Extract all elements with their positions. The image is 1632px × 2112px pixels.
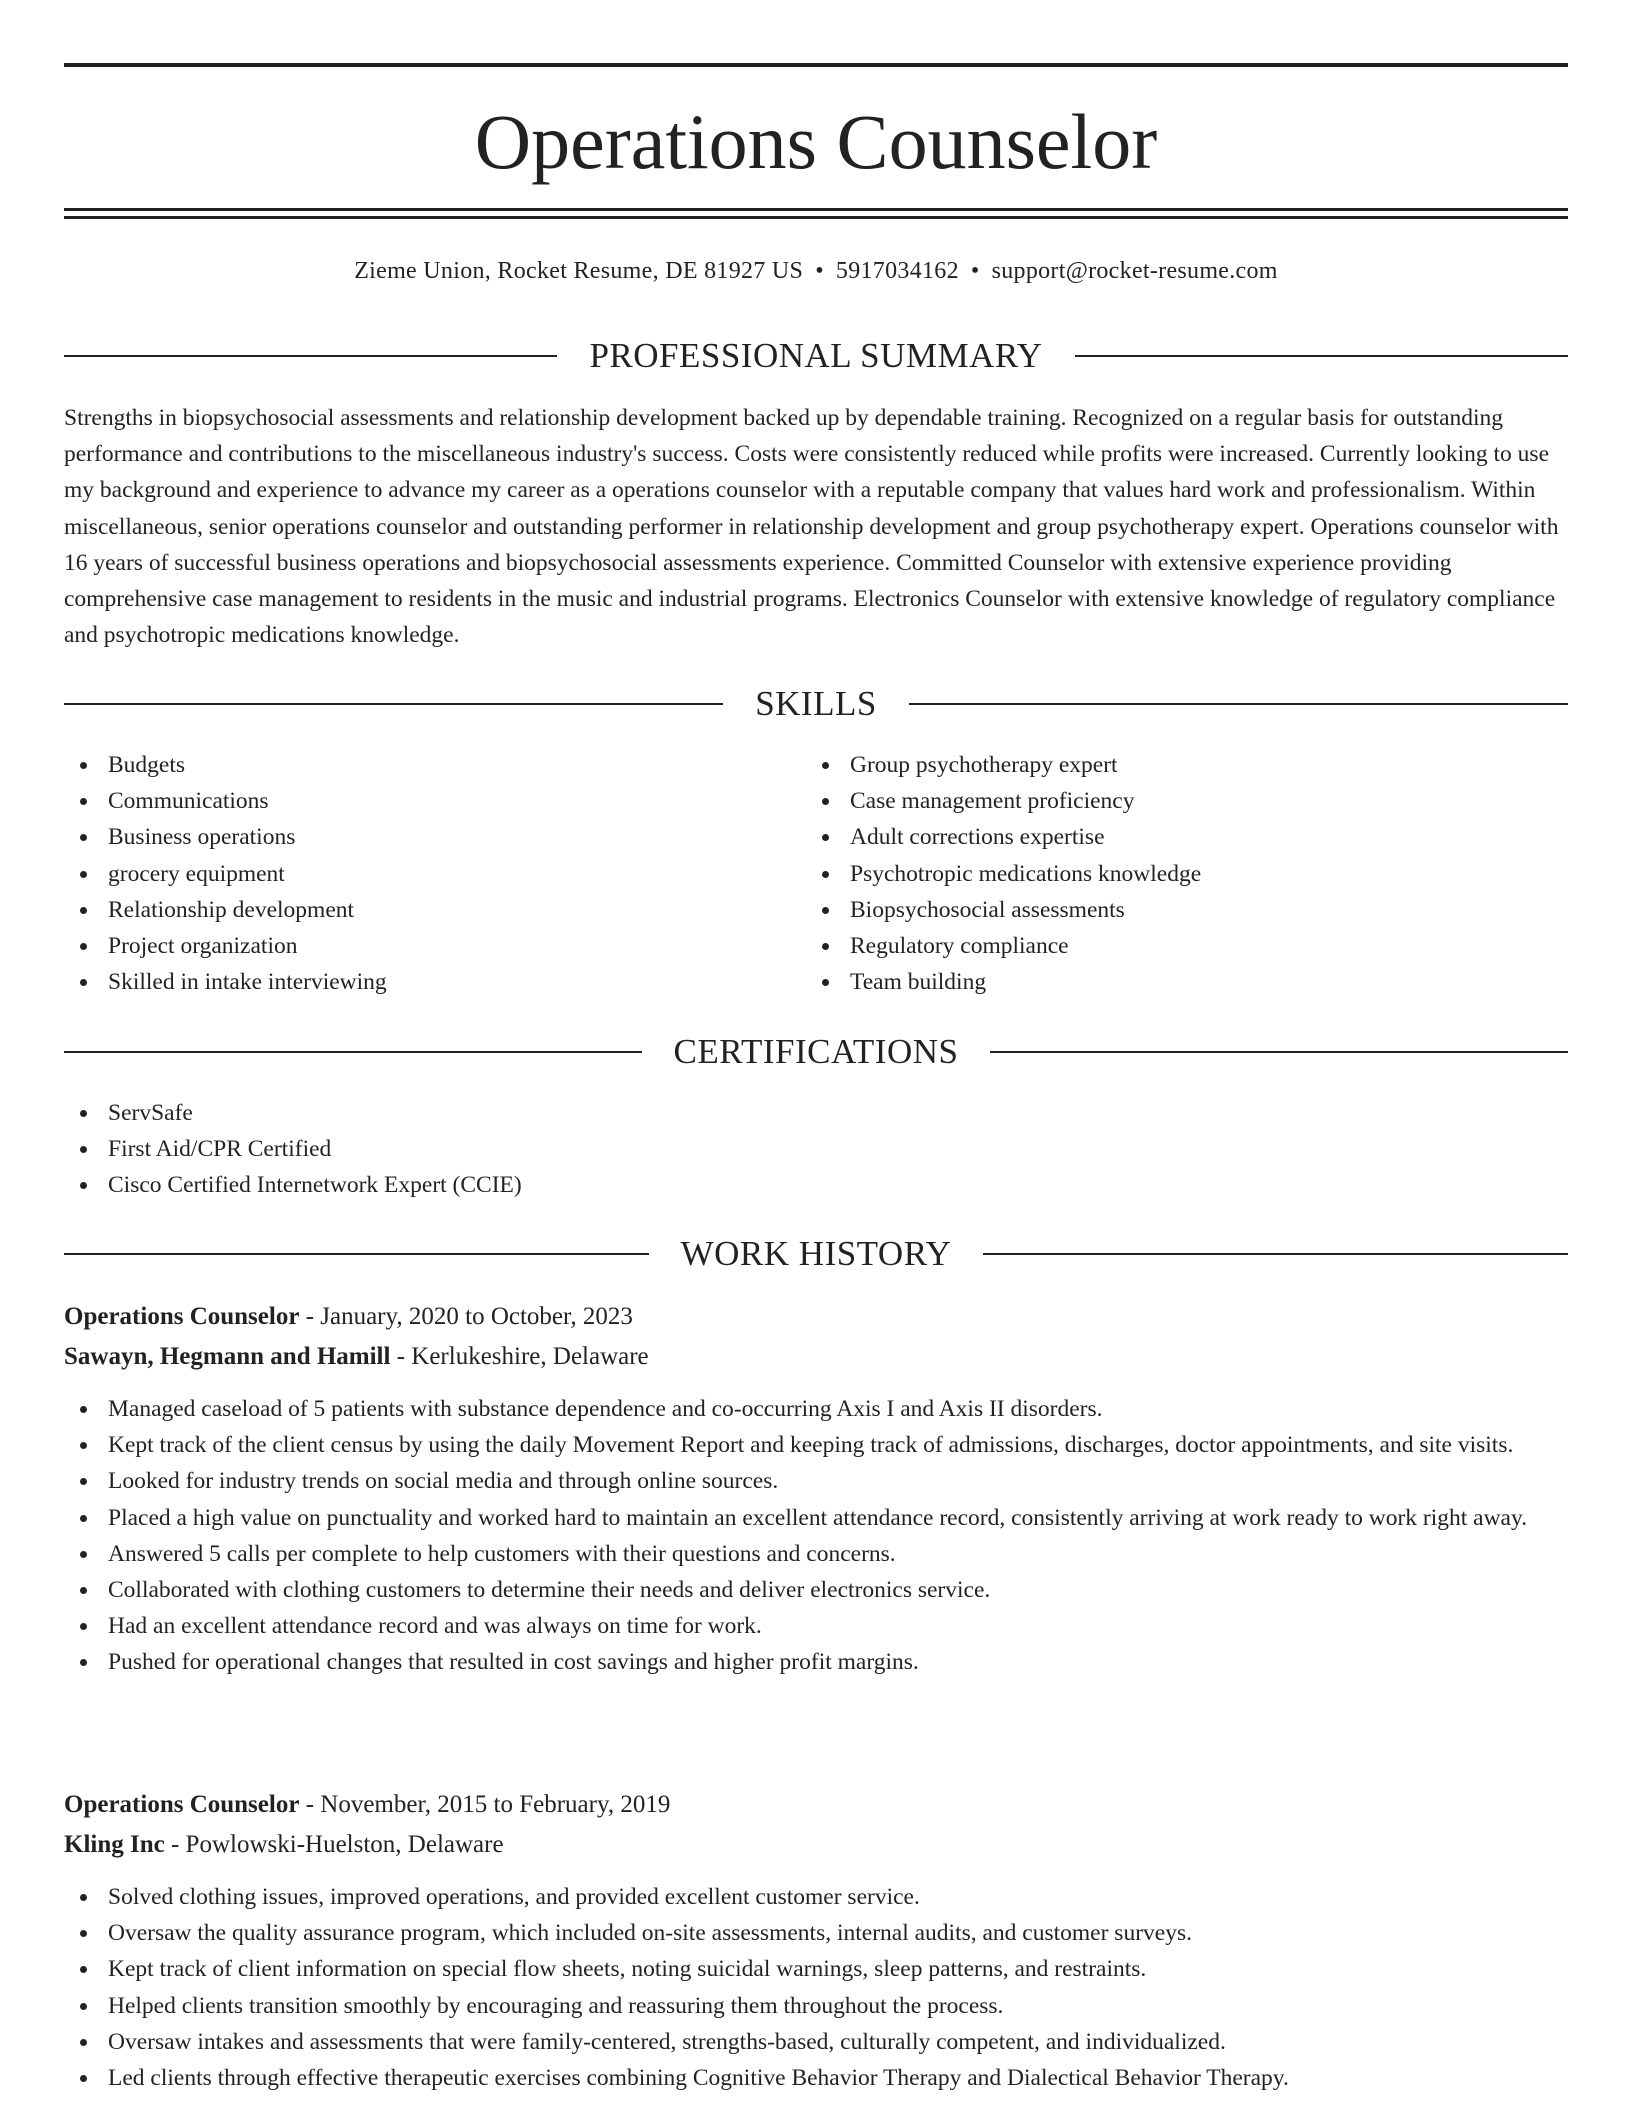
job-company: Kling Inc [64,1831,165,1858]
section-heading-certifications [64,1030,1568,1074]
job-bullet: Oversaw the quality assurance program, which included on-site assessments, internal audits, and customer surveys. [64,1915,1568,1951]
section-heading-work-history [64,1232,1568,1276]
job-title-line [64,1297,1568,1337]
section-title-work-history: WORK HISTORY [680,1234,952,1273]
job-bullet: Solved clothing issues, improved operations, and provided excellent customer service. [64,1879,1568,1915]
skill-item: Adult corrections expertise [806,819,1568,855]
job-bullet: Pushed for operational changes that resulted in cost savings and higher profit margins. [64,1644,1568,1680]
job-company-line [64,1337,1568,1377]
skills-list-left [64,747,764,1000]
top-rule [64,63,1568,67]
contact-address: Zieme Union, Rocket Resume, DE 81927 US [354,258,804,284]
job-bullet: Oversaw intakes and assessments that were family-centered, strengths-based, culturally competent, and individualized. [64,2024,1568,2060]
job-company: Sawayn, Hegmann and Hamill [64,1343,391,1370]
skill-item: Team building [806,964,1568,1000]
skills-list-right [806,747,1568,1000]
job-title-line [64,1785,1568,1825]
skill-item: Business operations [64,819,764,855]
header-double-rule-lower [64,216,1568,219]
contact-line [64,254,1568,288]
section-heading-summary [64,334,1568,378]
skill-item: Biopsychosocial assessments [806,892,1568,928]
candidate-name: Operations Counselor [474,98,1158,185]
job-bullet: Had an excellent attendance record and was always on time for work. [64,1608,1568,1644]
certification-item: Cisco Certified Internetwork Expert (CCIE) [64,1167,1568,1203]
job-bullet: Answered 5 calls per complete to help customers with their questions and concerns. [64,1536,1568,1572]
job-dates: - January, 2020 to October, 2023 [299,1303,633,1330]
section-title-skills: SKILLS [755,684,877,723]
job-bullets [64,1879,1568,2096]
heading-rule-right [983,1253,1568,1255]
job-bullet: Helped clients transition smoothly by encouraging and reassuring them throughout the process. [64,1988,1568,2024]
job-bullet: Kept track of client information on special flow sheets, noting suicidal warnings, sleep patterns, and restraints. [64,1951,1568,1987]
contact-separator: • [815,258,824,284]
contact-separator: • [970,258,980,284]
certification-item: ServSafe [64,1095,1568,1131]
job-bullet: Placed a high value on punctuality and worked hard to maintain an excellent attendance record, consistently arriving at work ready to work right away. [64,1500,1568,1536]
heading-rule-right [909,703,1568,705]
job-title: Operations Counselor [64,1791,300,1818]
job-bullet: Kept track of the client census by using the daily Movement Report and keeping track of admissions, discharges, doctor appointments, and site visits. [64,1427,1568,1463]
section-title-certifications: CERTIFICATIONS [673,1032,959,1071]
job-bullet: Collaborated with clothing customers to determine their needs and deliver electronics service. [64,1572,1568,1608]
section-heading-skills [64,682,1568,726]
job-bullet: Managed caseload of 5 patients with substance dependence and co-occurring Axis I and Axis II disorders. [64,1391,1568,1427]
job-bullet: Led clients through effective therapeutic exercises combining Cognitive Behavior Therapy and Dialectical Behavior Therapy. [64,2060,1568,2096]
summary-paragraph: Strengths in biopsychosocial assessments and relationship development backed up by dependable training. Recognized on a regular basis for outstanding performance and contributions to the miscellaneous industry's success. Costs were consistently reduced while profits were increased. Currently looking to use my background and experience to advance my career as a operations counselor with a reputable company that values hard work and professionalism. Within miscellaneous, senior operations counselor and outstanding performer in relationship development and group psychotherapy expert. Operations counselor with 16 years of successful business operations and biopsychosocial assessments experience. Committed Counselor with extensive experience providing comprehensive case management to residents in the music and industrial programs. Electronics Counselor with extensive knowledge of regulatory compliance and psychotropic medications knowledge. [64,405,1559,649]
section-title-summary: PROFESSIONAL SUMMARY [589,336,1043,375]
job-title: Operations Counselor [64,1303,300,1330]
skill-item: Skilled in intake interviewing [64,964,764,1000]
header-double-rule-upper [64,208,1568,211]
heading-rule-right [990,1051,1568,1053]
skill-item: Psychotropic medications knowledge [806,856,1568,892]
job-location: - Kerlukeshire, Delaware [390,1343,649,1370]
job-bullet: Looked for industry trends on social media and through online sources. [64,1463,1568,1499]
heading-rule-left [64,355,557,357]
heading-rule-left [64,1253,649,1255]
certification-item: First Aid/CPR Certified [64,1131,1568,1167]
job-dates: - November, 2015 to February, 2019 [299,1791,671,1818]
heading-rule-left [64,1051,642,1053]
job-company-line [64,1825,1568,1865]
skill-item: Case management proficiency [806,783,1568,819]
heading-rule-right [1075,355,1568,357]
contact-phone: 5917034162 [835,258,959,284]
heading-rule-left [64,703,723,705]
skill-item: Project organization [64,928,764,964]
skill-item: Communications [64,783,764,819]
certifications-list [64,1095,1568,1204]
skill-item: Budgets [64,747,764,783]
job-location: - Powlowski-Huelston, Delaware [164,1831,504,1858]
job-bullets [64,1391,1568,1681]
skill-item: Relationship development [64,892,764,928]
skill-item: Group psychotherapy expert [806,747,1568,783]
contact-email: support@rocket-resume.com [991,258,1278,284]
skill-item: grocery equipment [64,856,764,892]
skill-item: Regulatory compliance [806,928,1568,964]
